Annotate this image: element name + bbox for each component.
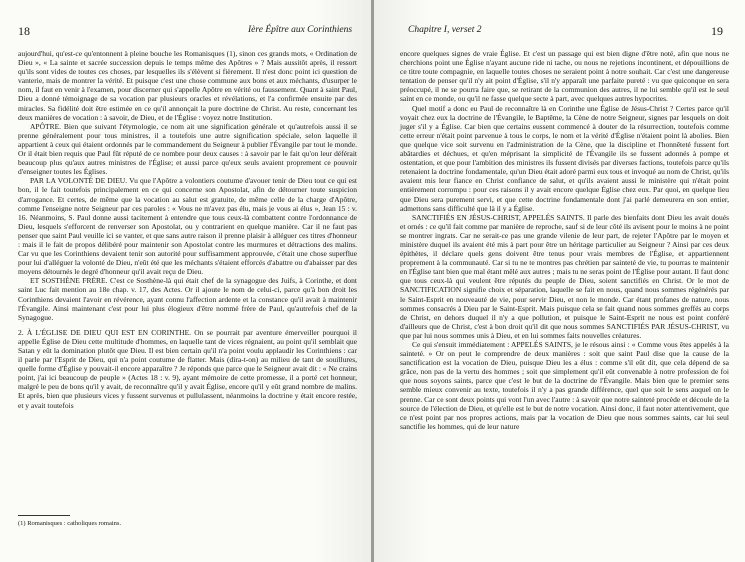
paragraph: 2. À L'ÉGLISE DE DIEU QUI EST EN CORINTHE. On se pourrait par aventure émerveiller pourquoi il appelle Église de Dieu cette multitude d'hommes, en laquelle tant de vices régnaient, au point qu'il semblait que Satan y eût la domination plutôt que Dieu. Il est bien certain qu'il n'a point voulu applaudir les Corinthiens : car il parle par l'Esprit de Dieu, qui n'a point coutume de flatter. Mais (dira-t-on) au milieu de tant de souillures, quelle forme d'Église y pouvait-il encore apparaître ? Je réponds que parce que le Seigneur avait dit : « Ne crains point, j'ai ici beaucoup de peuple » (Actes 18 : v. 9), ayant mémoire de cette promesse, il a porté cet honneur, malgré le peu de bons qu'il y avait, de reconnaître qu'il y avait Église, encore qu'il y eût grand nombre de malins. Et après, bien que plusieurs vices y fussent survenus et pullulassent, néanmoins la doctrine y était encore restée, et y avait toutefois — [18, 327, 357, 410]
right-page — [374, 0, 745, 562]
left-page-body — [18, 49, 357, 410]
paragraph: encore quelques signes de vraie Église. Et c'est un passage qui est bien digne d'être noté, afin que nous ne cherchions point une Église n'ayant aucune ride ni tache, ou nous ne rejetions incontinent, et dépouillions de ce titre toute compagnie, en laquelle toutes choses ne seraient point à notre souhait. Car c'est une dangereuse tentation de penser qu'il n'y ait point d'Église, s'il n'y apparaît une parfaite pureté : vu que quiconque en sera préoccupé, il ne se pourra faire que, se retirant de la communion des autres, il ne lui semble qu'il est le seul saint en ce monde, ou qu'il ne fasse quelque secte à part, avec quelques autres hypocrites. — [400, 49, 729, 104]
running-title: Ière Épître aux Corinthiens — [248, 25, 353, 35]
paragraph: SANCTIFIÉS EN JÉSUS-CHRIST, APPELÉS SAINTS. Il parle des bienfaits dont Dieu les avait doués et ornés : ce qu'il fait comme par manière de reproche, sauf si de leur côté ils avisent pour le moins à ne point se montrer ingrats. Car ne serait-ce pas une grande vilenie de leur part, de rejeter l'Apôtre par le moyen et ministère duquel ils avaient été mis à part pour être un héritage particulier au Seigneur ? Ainsi par ces deux épithètes, il déclare quels gens doivent être tenus pour vrais membres de l'Église, et appartiennent proprement à la communauté. Car si tu ne te montres pas chrétien par sainteté de vie, tu pourras te maintenir en l'Église tant bien que mal étant mêlé aux autres ; mais tu ne seras point de l'Église pour autant. Il faut donc que tous ceux-là qui veulent être réputés du peuple de Dieu, soient sanctifiés en Christ. Or le mot de SANCTIFICATION signifie choix et séparation, laquelle se fait en nous, quand nous sommes régénérés par le Saint-Esprit en nouveauté de vie, pour servir Dieu, et non le monde. Car étant profanes de nature, nous sommes consacrés à Dieu par le Saint-Esprit. Mais puisque cela se fait quand nous sommes greffés au corps de Christ, en dehors duquel il n'y a que pollution, et puisque le Saint-Esprit ne nous est point conféré d'ailleurs que de Christ, c'est à bon droit qu'il dit que nous sommes SANCTIFIÉS PAR JÉSUS-CHRIST, vu que par lui nous sommes unis à Dieu, et en lui sommes faits nouvelles créatures. — [400, 212, 729, 340]
paragraph: Quel motif a donc eu Paul de reconnaître là en Corinthe une Église de Jésus-Christ ? Certes parce qu'il voyait chez eux la doctrine de l'Évangile, le Baptême, la Cène de notre Seigneur, signes par lesquels on doit juger s'il y a Église. Car bien que certains eussent commencé à douter de la résurrection, toutefois comme cette erreur n'était point parvenue à tous le corps, le nom et la vérité d'Église n'étaient point là abolies. Bien que quelque vice soit survenu en l'administration de la Cène, que la discipline et l'honnêteté fussent fort abâtardies et déchues, et qu'en méprisant la simplicité de l'Évangile ils se fussent adonnés à pompe et ostentation, et que pour l'ambition des ministres ils fussent divisés par diverses factions, toutefois parce qu'ils retenaient la doctrine fondamentale, qu'un Dieu était adoré parmi eux tous et invoqué au nom de Christ, qu'ils avaient mis leur fiance en Christ confiance de salut, et qu'ils avaient aussi le ministère qui n'était point entièrement corrompu : pour ces raisons il y avait encore quelque Église chez eux. Par quoi, en quelque lieu que Dieu sera purement servi, et que cette doctrine fondamentale dont j'ai parlé demeurera en son entier, admettons sans difficulté que là il y a Église. — [400, 103, 729, 213]
paragraph: ET SOSTHÈNE FRÈRE. C'est ce Sosthène-là qui était chef de la synagogue des Juifs, à Corinthe, et dont saint Luc fait mention au 18e chap. v. 17, des Actes. Or il ajoute le nom de celui-ci, parce qu'à bon droit les Corinthiens devaient l'avoir en révérence, ayant connu l'affection ardente et la constance qu'il avait à maintenir l'Évangile. Ainsi maintenant c'est pour lui plus élogieux d'être nommé frère de Paul, qu'autrefois chef de la Synagogue. — [18, 276, 357, 322]
page-number: 19 — [711, 24, 723, 38]
left-page — [0, 0, 371, 562]
paragraph: APÔTRE. Bien que suivant l'étymologie, ce nom ait une signification générale et qu'autrefois aussi il se prenne généralement pour tous ministres, il a toutefois une autre signification spéciale, selon laquelle il appartient à ceux qui étaient ordonnés par le commandement du Seigneur à publier l'Évangile par tout le monde. Or il était bien requis que Paul fût réputé de ce nombre pour deux causes : à savoir par le fait qu'on leur déférait beaucoup plus qu'aux autres ministres de l'Église; et aussi parce qu'eux seuls avaient proprement ce pouvoir d'enseigner toutes les Églises. — [18, 121, 357, 177]
paragraph: Ce qui s'ensuit immédiatement : APPELÉS SAINTS, je le résous ainsi : « Comme vous êtes appelés à la sainteté. » Or on peut le comprendre de deux manières : soit que saint Paul dise que la cause de la sanctification est la vocation de Dieu, puisque Dieu les a élus : comme s'il eût dit, que cela dépend de sa grâce, non pas de la vertu des hommes ; soit que simplement qu'il eût convenable à notre profession de foi que nous soyons saints, parce que c'est le but de la doctrine de l'Évangile. Mais bien que le premier sens semble mieux convenir au texte, toutefois il n'y a pas grande différence, quel que soit le sens auquel on le prenne. Car ce sont deux points qui vont l'un avec l'autre : à savoir que notre sainteté procède et découle de la source de l'élection de Dieu, et qu'elle est le but de notre vocation. Ainsi donc, il faut noter attentivement, que ce n'est point par nos propres actions, mais par la vocation de Dieu que nous sommes saints, car lui seul sanctifie les hommes, qui de leur nature — [400, 340, 729, 431]
page-number: 18 — [18, 24, 30, 38]
running-title: Chapitre I, verset 2 — [408, 25, 482, 35]
paragraph: PAR LA VOLONTÉ DE DIEU. Vu que l'Apôtre a volontiers coutume d'avouer tenir de Dieu tout ce qui est bon, il le fait toutefois principalement en ce qui concerne son Apostolat, afin de détourner toute suspicion d'arrogance. Et certes, de même que la vocation au salut est gratuite, de même celle de la charge d'Apôtre, comme l'enseigne notre Seigneur par ces paroles : « Vous ne m'avez pas élu, mais je vous ai élus », Jean 15 : v. 16. Néanmoins, S. Paul donne aussi tacitement à entendre que tous ceux-là combattent contre l'ordonnance de Dieu, lesquels s'efforcent de renverser son Apostolat, ou y contrarient en quelque manière. Car il ne faut pas penser que saint Paul veuille ici se vanter, et que sans autre raison il prenne plaisir à alléguer ces titres d'honneur : mais il le fait de propos délibéré pour maintenir son Apostolat contre les murmures et détractions des malins. Car vu que les Corinthiens devaient tenir son autorité pour suffisamment approuvée, c'était une chose superflue pour lui d'alléguer la volonté de Dieu, n'eût été que les méchants s'étaient efforcés d'abattre ou d'abaisser par des moyens détournés le degré d'honneur qu'il avait reçu de Dieu. — [18, 176, 357, 277]
paragraph: aujourd'hui, qu'est-ce qu'entonnent à pleine bouche les Romanisques (1), sinon ces grands mots, « Ordination de Dieu », « La sainte et sacrée succession depuis le temps même des Apôtres » ? Mais aussitôt après, il ressort qu'ils sont vides de toutes ces choses, par lesquelles ils s'élèvent si fièrement. Il n'est donc point ici question de vanterie, mais de montrer la vérité. Et puisque c'est une chose commune aux bons et aux méchants, d'usurper le nom, il faut en venir à l'examen, pour discerner qui s'appelle Apôtre en vérité ou faussement. Quant à saint Paul, Dieu a donné témoignage de sa vocation par plusieurs oracles et révélations, et l'a confirmée ensuite par des miracles. Sa fidélité doit être estimée en ce qu'il annonçait la pure doctrine de Christ. Au reste, concernant les deux manières de vocation : à savoir, de Dieu, et de l'Église : voyez notre Institution. — [18, 49, 357, 122]
left-page-header — [18, 24, 353, 38]
right-page-body — [400, 49, 729, 431]
footnote: (1) Romanisques : catholiques romains. — [18, 520, 122, 527]
footnote-divider — [18, 515, 70, 516]
right-page-header — [392, 24, 727, 38]
